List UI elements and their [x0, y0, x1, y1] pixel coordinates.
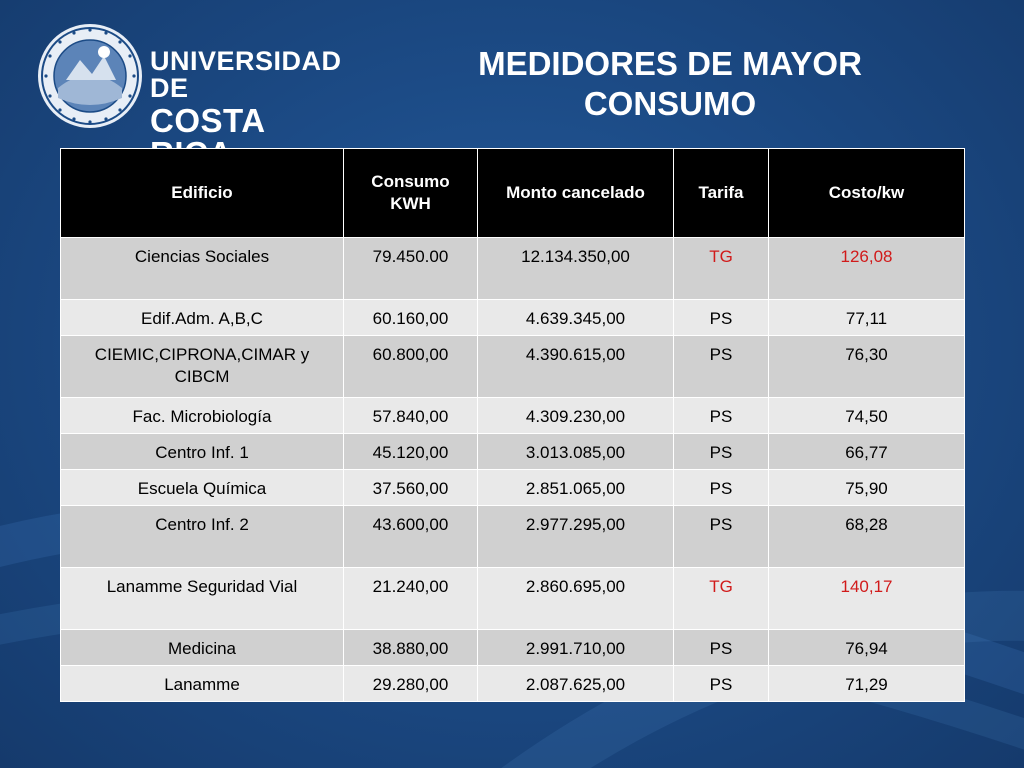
cell-tarifa: PS [674, 666, 769, 702]
cell-monto: 2.087.625,00 [478, 666, 674, 702]
column-header-monto: Monto cancelado [478, 149, 674, 238]
cell-edificio: Centro Inf. 2 [61, 506, 344, 568]
cell-consumo: 37.560,00 [344, 470, 478, 506]
cell-edificio: Medicina [61, 630, 344, 666]
cell-consumo: 43.600,00 [344, 506, 478, 568]
column-header-tarifa: Tarifa [674, 149, 769, 238]
cell-monto: 2.860.695,00 [478, 568, 674, 630]
cell-edificio: Escuela Química [61, 470, 344, 506]
cell-tarifa: PS [674, 336, 769, 398]
table-row [61, 506, 965, 568]
cell-tarifa: PS [674, 434, 769, 470]
table-row [61, 630, 965, 666]
cell-edificio: Fac. Microbiología [61, 398, 344, 434]
cell-costo: 140,17 [769, 568, 965, 630]
cell-tarifa: PS [674, 630, 769, 666]
cell-consumo: 57.840,00 [344, 398, 478, 434]
cell-consumo: 60.160,00 [344, 300, 478, 336]
logo-line-1: UNIVERSIDAD DE [150, 46, 342, 103]
cell-monto: 4.639.345,00 [478, 300, 674, 336]
cell-consumo: 21.240,00 [344, 568, 478, 630]
cell-tarifa: PS [674, 506, 769, 568]
page-title [440, 44, 900, 124]
cell-monto: 4.309.230,00 [478, 398, 674, 434]
cell-edificio: Lanamme [61, 666, 344, 702]
cell-costo: 68,28 [769, 506, 965, 568]
cell-monto: 3.013.085,00 [478, 434, 674, 470]
table-row [61, 398, 965, 434]
table-row [61, 568, 965, 630]
cell-monto: 4.390.615,00 [478, 336, 674, 398]
cell-costo: 126,08 [769, 238, 965, 300]
page-title-line-2: CONSUMO [583, 85, 757, 122]
cell-tarifa: TG [674, 568, 769, 630]
page-title-line-1: MEDIDORES DE MAYOR [478, 45, 862, 82]
cell-consumo: 38.880,00 [344, 630, 478, 666]
cell-edificio: Lanamme Seguridad Vial [61, 568, 344, 630]
cell-monto: 12.134.350,00 [478, 238, 674, 300]
cell-monto: 2.991.710,00 [478, 630, 674, 666]
cell-tarifa: PS [674, 398, 769, 434]
cell-consumo: 60.800,00 [344, 336, 478, 398]
cell-costo: 74,50 [769, 398, 965, 434]
cell-tarifa: PS [674, 470, 769, 506]
cell-edificio: Edif.Adm. A,B,C [61, 300, 344, 336]
cell-monto: 2.977.295,00 [478, 506, 674, 568]
cell-costo: 75,90 [769, 470, 965, 506]
table-body [61, 238, 965, 702]
cell-consumo: 79.450.00 [344, 238, 478, 300]
cell-edificio: Centro Inf. 1 [61, 434, 344, 470]
table-row [61, 666, 965, 702]
cell-edificio: CIEMIC,CIPRONA,CIMAR y CIBCM [61, 336, 344, 398]
university-logo [36, 22, 342, 139]
column-header-consumo: Consumo KWH [344, 149, 478, 238]
table-row [61, 434, 965, 470]
university-seal-icon [36, 22, 144, 130]
table-header-row [61, 149, 965, 238]
column-header-costo: Costo/kw [769, 149, 965, 238]
cell-edificio: Ciencias Sociales [61, 238, 344, 300]
cell-costo: 77,11 [769, 300, 965, 336]
cell-consumo: 45.120,00 [344, 434, 478, 470]
consumption-table [60, 148, 965, 702]
cell-tarifa: TG [674, 238, 769, 300]
cell-costo: 76,30 [769, 336, 965, 398]
cell-monto: 2.851.065,00 [478, 470, 674, 506]
cell-costo: 76,94 [769, 630, 965, 666]
table-row [61, 300, 965, 336]
table-row [61, 470, 965, 506]
table-row [61, 336, 965, 398]
cell-costo: 71,29 [769, 666, 965, 702]
cell-consumo: 29.280,00 [344, 666, 478, 702]
table-row [61, 238, 965, 300]
cell-tarifa: PS [674, 300, 769, 336]
cell-costo: 66,77 [769, 434, 965, 470]
consumption-table-container [60, 148, 964, 702]
logo-line-2: COSTA [150, 102, 265, 139]
column-header-edificio: Edificio [61, 149, 344, 238]
